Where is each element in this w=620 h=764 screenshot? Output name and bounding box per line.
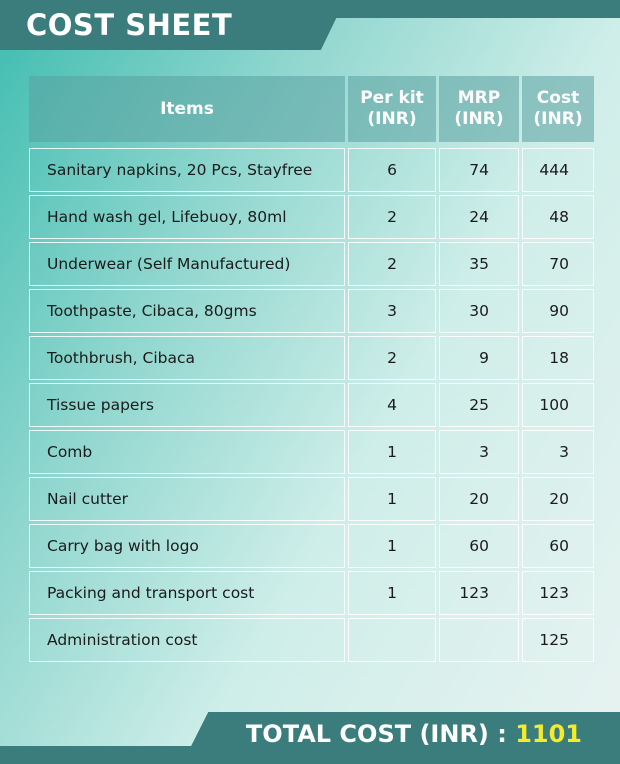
cell-cost: 125 xyxy=(522,618,594,662)
cell-mrp: 25 xyxy=(439,383,519,427)
cell-per-kit: 6 xyxy=(348,148,436,192)
cell-mrp: 24 xyxy=(439,195,519,239)
cell-item: Comb xyxy=(29,430,345,474)
table-row xyxy=(29,336,594,380)
cell-mrp: 123 xyxy=(439,571,519,615)
cell-item: Underwear (Self Manufactured) xyxy=(29,242,345,286)
cell-per-kit: 1 xyxy=(348,571,436,615)
cell-mrp: 74 xyxy=(439,148,519,192)
page-title: COST SHEET xyxy=(26,8,233,42)
cell-per-kit: 2 xyxy=(348,195,436,239)
cell-item: Administration cost xyxy=(29,618,345,662)
table-row xyxy=(29,477,594,521)
table-row xyxy=(29,618,594,662)
table-row xyxy=(29,195,594,239)
cell-item: Hand wash gel, Lifebuoy, 80ml xyxy=(29,195,345,239)
table-row xyxy=(29,148,594,192)
cell-item: Toothpaste, Cibaca, 80gms xyxy=(29,289,345,333)
cell-cost: 48 xyxy=(522,195,594,239)
table-header-row xyxy=(29,76,594,142)
table-row xyxy=(29,242,594,286)
header-cost xyxy=(522,76,594,142)
header-items: Items xyxy=(29,76,345,142)
cell-cost: 444 xyxy=(522,148,594,192)
cell-per-kit: 4 xyxy=(348,383,436,427)
table-row xyxy=(29,383,594,427)
cell-per-kit: 1 xyxy=(348,524,436,568)
cell-mrp: 60 xyxy=(439,524,519,568)
cell-item: Packing and transport cost xyxy=(29,571,345,615)
cell-per-kit xyxy=(348,618,436,662)
header-per-kit xyxy=(348,76,436,142)
cell-mrp: 20 xyxy=(439,477,519,521)
cell-per-kit: 3 xyxy=(348,289,436,333)
cell-cost: 18 xyxy=(522,336,594,380)
header-per-kit-line2: (INR) xyxy=(367,109,417,129)
cell-per-kit: 1 xyxy=(348,430,436,474)
cell-item: Sanitary napkins, 20 Pcs, Stayfree xyxy=(29,148,345,192)
cell-per-kit: 2 xyxy=(348,242,436,286)
cell-cost: 20 xyxy=(522,477,594,521)
table-row xyxy=(29,571,594,615)
top-decor-strip xyxy=(322,0,620,18)
cell-mrp: 30 xyxy=(439,289,519,333)
header-mrp-line2: (INR) xyxy=(454,109,504,129)
cell-item: Carry bag with logo xyxy=(29,524,345,568)
table-row xyxy=(29,430,594,474)
cell-cost: 90 xyxy=(522,289,594,333)
cell-cost: 60 xyxy=(522,524,594,568)
table-row xyxy=(29,289,594,333)
cell-mrp: 3 xyxy=(439,430,519,474)
cell-per-kit: 1 xyxy=(348,477,436,521)
cell-item: Nail cutter xyxy=(29,477,345,521)
cell-item: Tissue papers xyxy=(29,383,345,427)
cell-cost: 123 xyxy=(522,571,594,615)
cell-item: Toothbrush, Cibaca xyxy=(29,336,345,380)
cost-table xyxy=(26,73,597,665)
header-cost-line2: (INR) xyxy=(533,109,583,129)
cell-mrp xyxy=(439,618,519,662)
total-cost-label: TOTAL COST (INR) : xyxy=(245,720,516,748)
header-mrp-line1: MRP xyxy=(457,88,501,108)
total-cost xyxy=(246,720,582,748)
header-mrp xyxy=(439,76,519,142)
cell-cost: 100 xyxy=(522,383,594,427)
cell-mrp: 35 xyxy=(439,242,519,286)
cell-per-kit: 2 xyxy=(348,336,436,380)
bottom-decor-strip xyxy=(0,746,200,764)
cell-cost: 70 xyxy=(522,242,594,286)
table-row xyxy=(29,524,594,568)
cell-mrp: 9 xyxy=(439,336,519,380)
total-cost-value: 1101 xyxy=(515,720,582,748)
header-per-kit-line1: Per kit xyxy=(360,88,424,108)
header-cost-line1: Cost xyxy=(536,88,580,108)
cell-cost: 3 xyxy=(522,430,594,474)
